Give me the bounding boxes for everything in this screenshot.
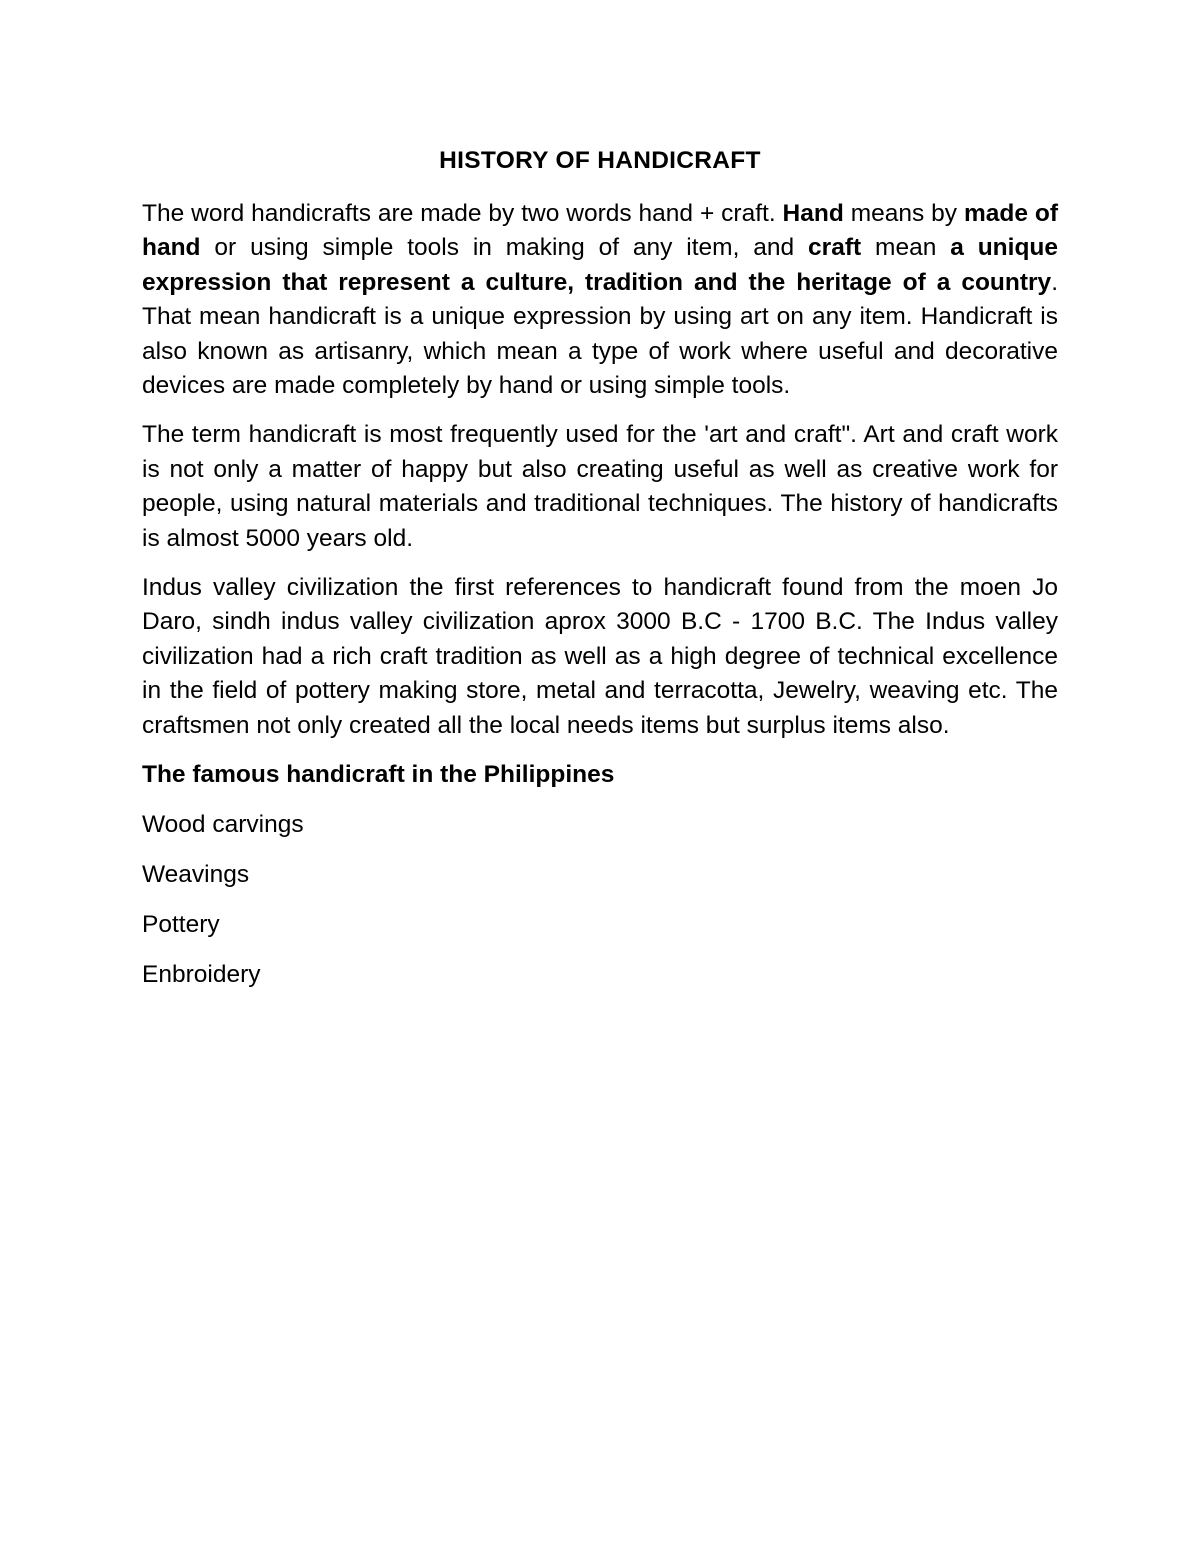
bold-term-craft: craft <box>808 234 862 262</box>
paragraph-text: The word handicrafts are made by two words hand + craft. <box>142 200 783 227</box>
paragraph-indus-valley: Indus valley civilization the first references to handicraft found from the moen Jo Daro, sindh indus valley civilization aprox 3000 B.C - 1700 B.C. The Indus valley civilization had a rich craft tradition as well as a high degree of technical excellence in the field of pottery making store, metal and terracotta, Jewelry, weaving etc. The craftsmen not only created all the local needs items but surplus items also. <box>142 574 1058 739</box>
list-item: Pottery <box>142 911 220 939</box>
philippines-subheading: The famous handicraft in the Philippines <box>142 761 615 789</box>
paragraph-text: mean <box>861 234 951 262</box>
handicraft-list <box>142 808 1058 992</box>
paragraph-text: means by <box>843 200 964 227</box>
list-item: Enbroidery <box>142 961 261 989</box>
paragraph-definition <box>142 197 1058 403</box>
bold-term-hand: Hand <box>782 200 844 227</box>
paragraph-text: or using simple tools in making of any item, and <box>200 234 809 262</box>
paragraph-term-history: The term handicraft is most frequently used for the 'art and craft". Art and craft work is not only a matter of happy but also creating useful as well as creative work for people, using natural materials and traditional techniques. The history of handicrafts is almost 5000 years old. <box>142 421 1058 552</box>
list-item: Wood carvings <box>142 811 304 839</box>
list-item: Weavings <box>142 861 250 889</box>
document-title: HISTORY OF HANDICRAFT <box>439 147 761 174</box>
document-page <box>142 141 1058 993</box>
bold-phrase-unique-expression: a unique expression that represent a culture, tradition and the heritage of a country <box>142 234 1059 296</box>
bold-term-made-of-hand: made of hand <box>142 200 1058 262</box>
paragraph-text: . That mean handicraft is a unique expression by using art on any item. Handicraft is also known as artisanry, which mean a type of work where useful and decorative devices are made completely by hand or using simple tools. <box>142 268 1058 400</box>
